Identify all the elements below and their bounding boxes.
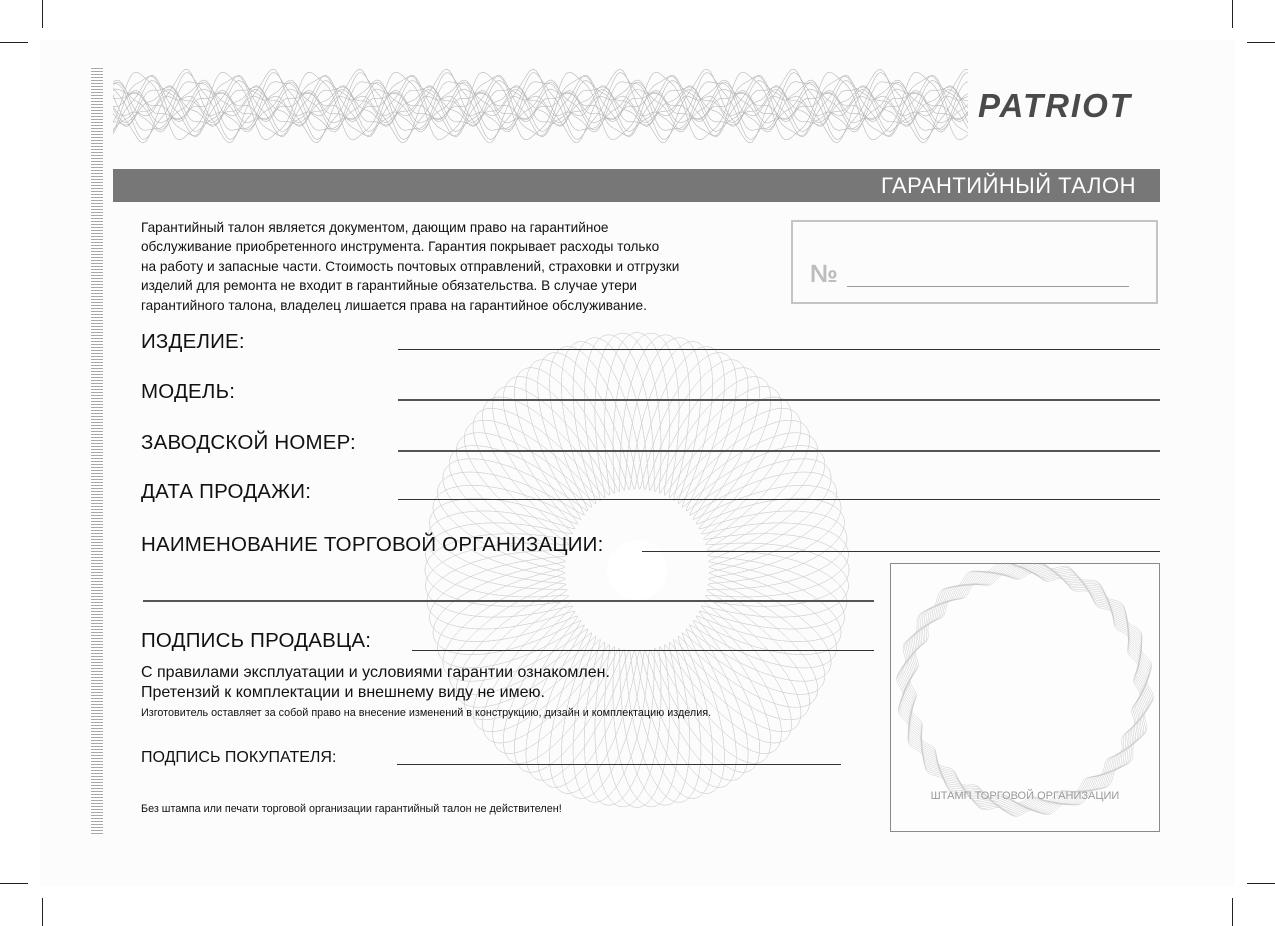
manufacturer-note: Изготовитель оставляет за собой право на внесение изменений в конструкцию, дизайн и комплектацию изделия. — [141, 707, 712, 719]
stamp-box[interactable] — [890, 563, 1160, 832]
number-box — [791, 220, 1158, 304]
agreement-line: С правилами эксплуатации и условиями гарантии ознакомлен. — [141, 664, 610, 681]
intro-line: изделий для ремонта не входит в гарантийные обязательства. В случае утери — [141, 278, 638, 294]
seller-signature-label: ПОДПИСЬ ПРОДАВЦА: — [141, 629, 372, 652]
serial-field[interactable] — [398, 450, 1160, 452]
stamp-label: ШТАМП ТОРГОВОЙ ОРГАНИЗАЦИИ — [930, 790, 1120, 802]
buyer-signature-field[interactable] — [397, 764, 841, 765]
intro-line: на работу и запасные части. Стоимость почтовых отправлений, страховки и отгрузки — [141, 258, 680, 274]
seller-signature-field[interactable] — [412, 650, 874, 651]
serial-label: ЗАВОДСКОЙ НОМЕР: — [141, 431, 356, 454]
crop-mark — [0, 883, 28, 884]
product-label: ИЗДЕЛИЕ: — [141, 330, 245, 353]
guilloche-band — [113, 66, 968, 146]
number-field[interactable] — [847, 286, 1129, 287]
crop-mark — [1232, 898, 1233, 926]
microtext-strip — [91, 66, 103, 834]
crop-mark — [42, 0, 43, 28]
product-field[interactable] — [398, 349, 1160, 350]
rosette-watermark — [417, 320, 857, 820]
model-label: МОДЕЛЬ: — [141, 380, 236, 403]
intro-line: обслуживание приобретенного инструмента. Гарантия покрывает расходы только — [141, 239, 660, 255]
crop-mark — [42, 898, 43, 926]
crop-mark — [1232, 0, 1233, 28]
title-bar — [113, 169, 1160, 202]
sale-date-label: ДАТА ПРОДАЖИ: — [141, 480, 312, 503]
page-title: ГАРАНТИЙНЫЙ ТАЛОН — [880, 173, 1136, 198]
crop-mark — [0, 42, 28, 43]
organization-field-line2[interactable] — [143, 600, 874, 602]
intro-line: гарантийного талона, владелец лишается права на гарантийное обслуживание. — [141, 297, 647, 313]
crop-mark — [1247, 42, 1275, 43]
footer-note: Без штампа или печати торговой организации гарантийный талон не действителен! — [141, 803, 562, 815]
agreement-text — [141, 663, 711, 721]
sale-date-field[interactable] — [398, 499, 1160, 500]
number-label: № — [810, 260, 838, 288]
intro-line: Гарантийный талон является документом, дающим право на гарантийное — [141, 220, 609, 235]
organization-field[interactable] — [642, 551, 1160, 552]
agreement-line: Претензий к комплектации и внешнему виду не имею. — [141, 684, 545, 701]
organization-label: НАИМЕНОВАНИЕ ТОРГОВОЙ ОРГАНИЗАЦИИ: — [141, 533, 604, 556]
intro-text — [141, 218, 781, 315]
model-field[interactable] — [398, 399, 1160, 401]
buyer-signature-label: ПОДПИСЬ ПОКУПАТЕЛЯ: — [141, 749, 337, 766]
crop-mark — [1247, 883, 1275, 884]
patriot-logo: PATRIOT — [978, 87, 1132, 124]
